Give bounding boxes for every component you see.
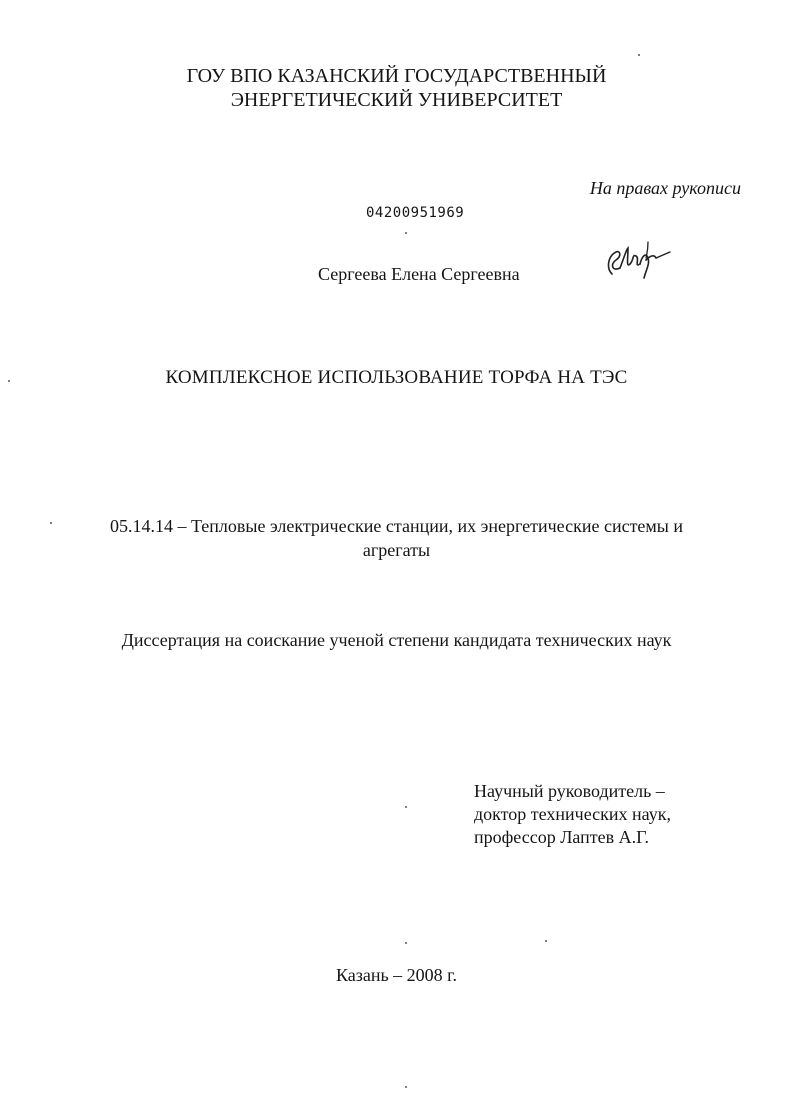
supervisor-block: [474, 780, 671, 849]
scan-speck: [405, 1086, 407, 1088]
supervisor-line-2: доктор технических наук,: [474, 804, 671, 824]
scan-speck: [50, 522, 52, 524]
registration-number: 04200951969: [366, 205, 465, 221]
author-name: Сергеева Елена Сергеевна: [318, 264, 520, 284]
city-year: Казань – 2008 г.: [335, 965, 458, 985]
organization-line-1: ГОУ ВПО КАЗАНСКИЙ ГОСУДАРСТВЕННЫЙ: [186, 65, 607, 87]
organization-name: [0, 64, 793, 112]
specialty: [0, 514, 793, 562]
manuscript-note: На правах рукописи: [589, 178, 741, 198]
scan-speck: [638, 54, 640, 56]
supervisor-line-3: профессор Лаптев А.Г.: [474, 827, 650, 847]
specialty-line-1: 05.14.14 – Тепловые электрические станции, их энергетические системы и: [109, 516, 684, 536]
supervisor-line-1: Научный руководитель –: [474, 781, 665, 801]
scan-speck: [405, 232, 407, 234]
organization-line-2: ЭНЕРГЕТИЧЕСКИЙ УНИВЕРСИТЕТ: [230, 89, 563, 111]
scan-speck: [405, 806, 407, 808]
scan-speck: [8, 380, 10, 382]
scan-speck: [405, 942, 407, 944]
dissertation-title: КОМПЛЕКСНОЕ ИСПОЛЬЗОВАНИЕ ТОРФА НА ТЭС: [165, 367, 628, 388]
handwritten-signature: [600, 238, 675, 286]
degree-statement: Диссертация на соискание ученой степени кандидата технических наук: [121, 630, 672, 650]
scan-speck: [545, 940, 547, 942]
specialty-line-2: агрегаты: [362, 540, 431, 560]
